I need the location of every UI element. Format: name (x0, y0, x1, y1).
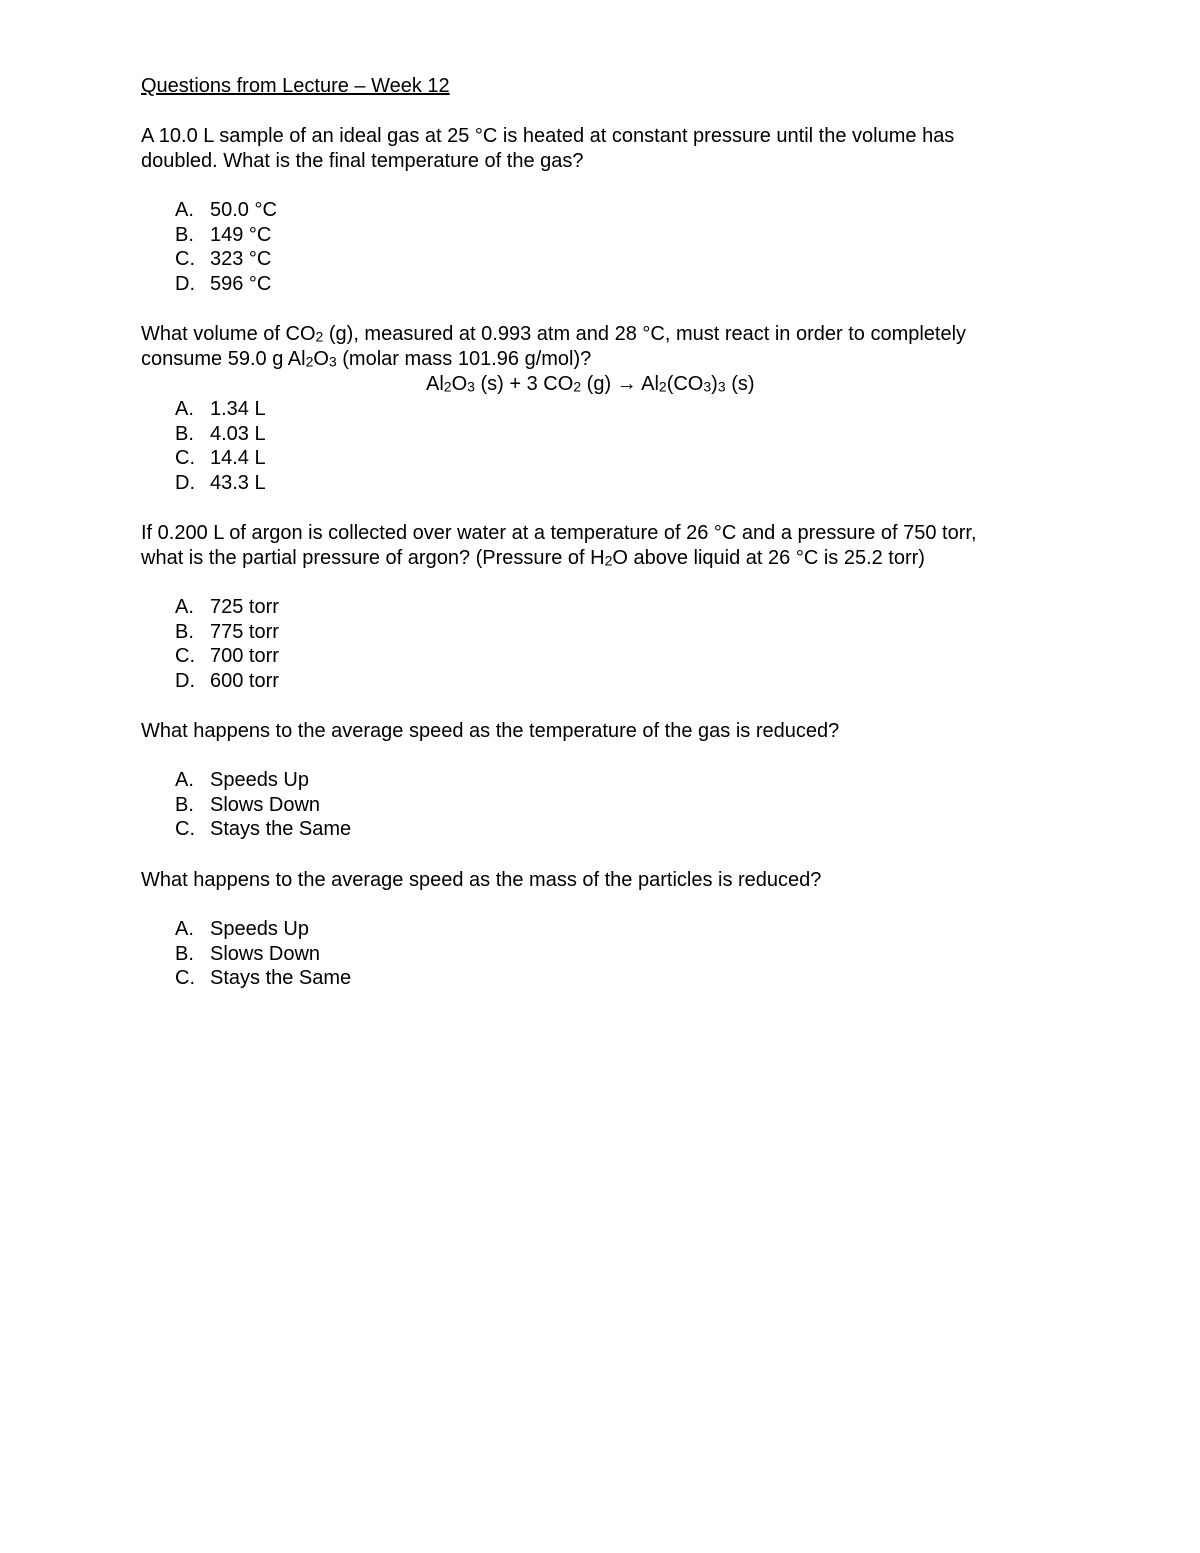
option-text: 43.3 L (210, 472, 266, 495)
subscript: 3 (717, 378, 726, 395)
option (141, 198, 1071, 223)
option-text: 50.0 °C (210, 199, 277, 221)
option-letter: A. (175, 918, 194, 940)
option-letter: A. (175, 398, 194, 420)
text-run: (s) (725, 373, 755, 395)
option-text: 323 °C (210, 248, 272, 271)
option-letter: D. (175, 472, 195, 495)
question-4-text: What happens to the average speed as the temperature of the gas is reduced? (141, 720, 840, 742)
option (141, 247, 1071, 272)
subscript: 2 (305, 353, 314, 370)
option-letter: A. (175, 596, 194, 618)
option (141, 620, 1071, 645)
subscript: 2 (573, 378, 582, 395)
question-5 (141, 868, 1071, 991)
text-run: O above liquid at 26 °C is 25.2 torr) (612, 547, 925, 569)
text-run: (g), measured at 0.993 atm and 28 °C, must react in order to completely (323, 323, 967, 345)
option-text: 775 torr (210, 620, 279, 643)
option-text: 700 torr (210, 645, 279, 668)
option-text: Speeds Up (210, 918, 309, 940)
option-letter: C. (175, 645, 195, 668)
text-run: (s) + 3 CO (474, 373, 574, 395)
subscript: 2 (443, 378, 452, 395)
option (141, 966, 1071, 991)
subscript: 3 (328, 353, 337, 370)
text-run: O (313, 348, 329, 370)
option (141, 422, 1071, 447)
option-letter: B. (175, 223, 194, 246)
option-text: Slows Down (210, 942, 321, 965)
text-run: consume 59.0 g Al (141, 348, 306, 370)
option (141, 793, 1071, 818)
option-letter: C. (175, 447, 195, 470)
option (141, 768, 1071, 793)
option-text: Stays the Same (210, 967, 352, 990)
option-text: 149 °C (210, 223, 272, 246)
option (141, 446, 1071, 471)
option-text: Speeds Up (210, 769, 309, 791)
option-letter: B. (175, 422, 194, 445)
question-5-options (141, 917, 1071, 991)
option-letter: C. (175, 248, 195, 271)
question-3-text-line-2 (141, 546, 1071, 571)
option-letter: B. (175, 942, 194, 965)
subscript: 2 (658, 378, 667, 395)
option-letter: B. (175, 793, 194, 816)
text-run: (g) → Al (581, 373, 659, 395)
question-3-options (141, 595, 1071, 694)
option (141, 223, 1071, 248)
text-run: what is the partial pressure of argon? (Pressure of H (141, 547, 605, 569)
option (141, 272, 1071, 297)
question-2-text-line-1 (141, 322, 1071, 347)
option-text: 4.03 L (210, 422, 266, 445)
question-1-text-line-2: doubled. What is the final temperature of the gas? (141, 150, 584, 172)
page-title: Questions from Lecture – Week 12 (141, 75, 450, 97)
option-letter: B. (175, 620, 194, 643)
option-text: Stays the Same (210, 818, 352, 841)
question-1-text-line-1: A 10.0 L sample of an ideal gas at 25 °C is heated at constant pressure until the volume has (141, 125, 955, 147)
subscript: 3 (467, 378, 475, 395)
option-letter: A. (175, 769, 194, 791)
chemical-equation (141, 372, 1071, 397)
subscript: 2 (315, 328, 324, 345)
option (141, 817, 1071, 842)
option (141, 669, 1071, 694)
subscript: 2 (604, 552, 613, 569)
option-letter: C. (175, 967, 195, 990)
option-text: Slows Down (210, 793, 321, 816)
option-text: 600 torr (210, 670, 279, 693)
question-4-options (141, 768, 1071, 842)
option (141, 917, 1071, 942)
option-letter: C. (175, 818, 195, 841)
text-run: Al (426, 373, 444, 395)
text-run: What volume of CO (141, 323, 316, 345)
option-text: 725 torr (210, 596, 279, 618)
subscript: 3 (703, 378, 712, 395)
option (141, 644, 1071, 669)
option-text: 14.4 L (210, 447, 266, 470)
question-3 (141, 521, 1071, 694)
option (141, 397, 1071, 422)
question-1 (141, 124, 1071, 297)
question-4 (141, 719, 1071, 842)
text-run: (CO (666, 373, 704, 395)
text-run: (molar mass 101.96 g/mol)? (336, 348, 592, 370)
option (141, 595, 1071, 620)
text-run: O (451, 373, 468, 395)
option (141, 471, 1071, 496)
option-letter: A. (175, 199, 194, 221)
question-2-text-line-2 (141, 347, 1071, 372)
question-1-options (141, 198, 1071, 297)
question-3-text-line-1: If 0.200 L of argon is collected over water at a temperature of 26 °C and a pressure of 750 torr, (141, 522, 977, 544)
question-2-options (141, 397, 1071, 496)
text-run: ) (711, 373, 718, 395)
option-letter: D. (175, 273, 195, 296)
question-2 (141, 322, 1071, 496)
option (141, 942, 1071, 967)
option-text: 596 °C (210, 273, 272, 296)
option-text: 1.34 L (210, 398, 266, 420)
option-letter: D. (175, 670, 195, 693)
question-5-text: What happens to the average speed as the mass of the particles is reduced? (141, 869, 822, 891)
